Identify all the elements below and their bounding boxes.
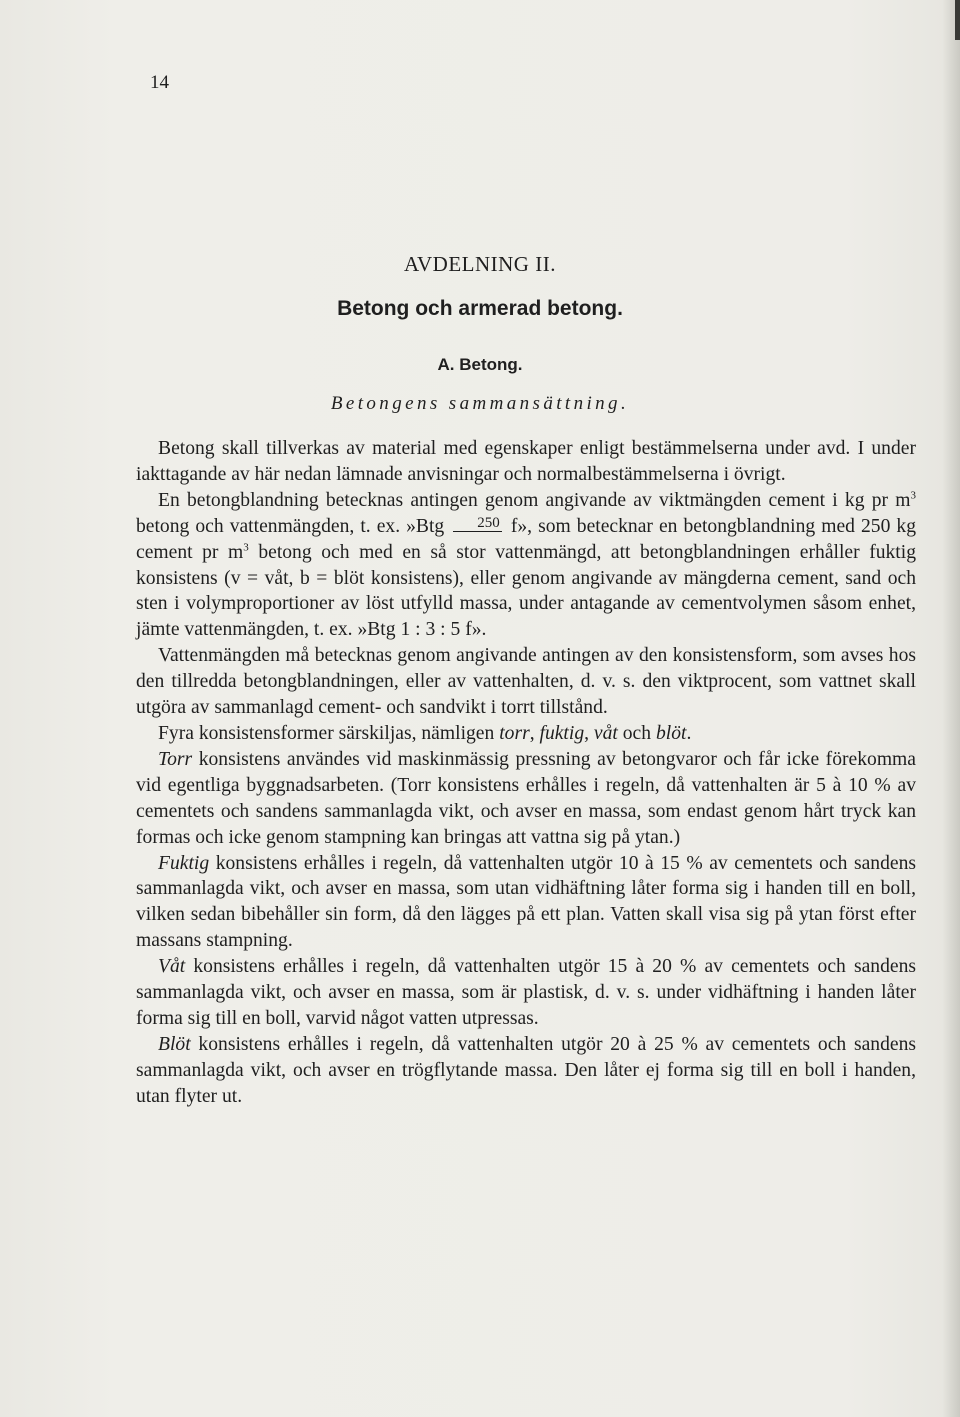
paragraph-consistency-forms: [136, 721, 916, 747]
term-vat: våt: [593, 722, 618, 744]
text-run: En betongblandning betecknas antingen genom angivande av viktmängden cement i kg pr m: [158, 489, 911, 511]
term-torr: Torr: [158, 748, 193, 770]
text-run: ,: [584, 722, 594, 744]
term-blot: Blöt: [158, 1033, 191, 1055]
section-title: AVDELNING II.: [404, 252, 556, 276]
page-edge-shadow: [942, 0, 960, 1417]
paragraph-water-amount: Vattenmängden må betecknas genom angivande antingen av den konsistensform, som avses hos den tillredda betongblandningen, eller av vattenhalten, d. v. s. den viktprocent, som vattnet skall utgöra av sammanlagd cement- och sandvikt i torrt tillstånd.: [136, 645, 916, 719]
paragraph-torr: [136, 747, 916, 851]
page-edge-mark: [955, 0, 960, 40]
topic-heading: Betongens sammansättning.: [330, 393, 630, 414]
paragraph-blot: [136, 1032, 916, 1110]
superscript: 3: [243, 541, 249, 554]
text-run: och: [617, 722, 656, 744]
fraction-numerator: 250: [453, 516, 502, 532]
text-run: .: [686, 722, 692, 744]
text-run: Fyra konsistensformer särskiljas, nämligen: [158, 722, 500, 744]
page-number: 14: [150, 72, 169, 93]
text-run: konsistens erhålles i regeln, då vattenhalten utgör 20 à 25 % av cementets och sandens sammanlagda vikt, och avser en trögflytande massa. Den låter ej forma sig till en boll i handen, utan flyter ut.: [136, 1033, 916, 1107]
term-fuktig: Fuktig: [158, 852, 210, 874]
text-run: konsistens erhålles i regeln, då vattenhalten utgör 15 à 20 % av cementets och sandens sammanlagda vikt, och avser en massa, som är plastisk, d. v. s. under vidhäftning i handen låter forma sig till en boll, varvid något vatten utpressas.: [136, 956, 916, 1029]
paragraph-designation: [136, 488, 916, 643]
fraction-denominator: [453, 532, 502, 538]
text-run: betong och med en så stor vattenmängd, att betongblandningen erhåller fuktig konsistens (v = våt, b = blöt konsistens), eller genom angivande av mängderna cement, sand och sten i volymproportioner av löst utfylld massa, under antagande av cementvolymen såsom enhet, jämte vattenmängden, t. ex. »Btg 1 : 3 : 5 f».: [136, 541, 916, 641]
text-run: konsistens användes vid maskinmässig pressning av betongvaror och får icke förekomma vid egentliga byggnadsarbeten. (Torr konsistens erhålles i regeln, då vattenhalten är 5 à 10 % av cementets och sandens sammanlagda vikt, och avser en massa, som endast genom hårt tryck kan formas och icke genom stampning kan bringas att vattna sig på ytan.): [136, 748, 916, 848]
superscript: 3: [910, 489, 916, 502]
text-run: f», som betecknar en betongblandning med 250 kg cement pr m: [136, 515, 917, 563]
term-torr: torr: [499, 722, 530, 744]
paragraph-intro: Betong skall tillverkas av material med egenskaper enligt bestämmelserna under avd. I under iakttagande av här nedan lämnade anvisningar och normalbestämmelserna i övrigt.: [136, 438, 916, 485]
term-blot: blöt: [655, 722, 687, 744]
term-vat: Våt: [158, 956, 186, 978]
text-run: betong och vattenmängden, t. ex. »Btg: [136, 515, 451, 537]
subsection-title: A. Betong.: [437, 355, 523, 374]
text-run: konsistens erhålles i regeln, då vattenhalten utgör 10 à 15 % av cementets och sandens sammanlagda vikt, och avser en massa, som utan vidhäftning låter forma sig i handen till en boll, vilken sedan bibehåller sin form, då den lägges på ett plan. Vatten skall visa sig på ytan först efter massans stampning.: [136, 852, 916, 952]
body-text: [136, 436, 916, 1110]
term-fuktig: fuktig: [539, 722, 585, 744]
text-run: ,: [529, 722, 540, 744]
fraction: [453, 516, 502, 538]
paragraph-vat: [136, 954, 916, 1032]
paragraph-fuktig: [136, 851, 916, 955]
chapter-title: Betong och armerad betong.: [337, 297, 623, 320]
